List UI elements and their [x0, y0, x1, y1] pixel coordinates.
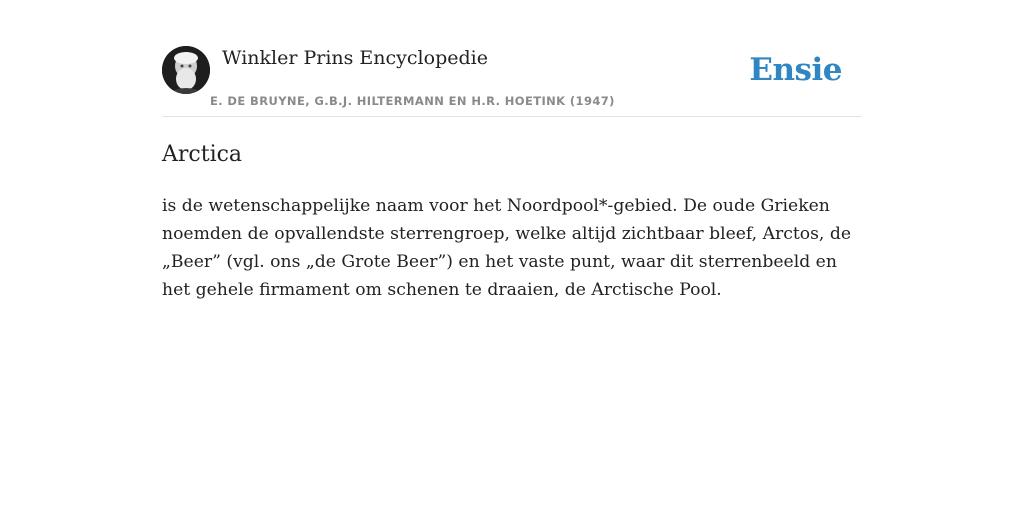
author-avatar[interactable] — [162, 46, 210, 94]
encyclopedia-authors: E. DE BRUYNE, G.B.J. HILTERMANN EN H.R. HOETINK (1947) — [210, 94, 615, 108]
ensie-logo-link[interactable]: Ensie — [749, 52, 842, 88]
encyclopedia-header — [162, 46, 862, 117]
portrait-icon — [162, 46, 210, 94]
encyclopedia-title[interactable]: Winkler Prins Encyclopedie — [222, 47, 488, 69]
article-title: Arctica — [162, 142, 243, 167]
article-body: is de wetenschappelijke naam voor het Noordpool*-gebied. De oude Grieken noemden de opvallendste sterrengroep, welke altijd zichtbaar bleef, Arctos, de „Beer” (vgl. ons „de Grote Beer”) en het vaste punt, waar dit sterrenbeeld en het gehele firmament om schenen te draaien, de Arctische Pool. — [162, 196, 852, 300]
